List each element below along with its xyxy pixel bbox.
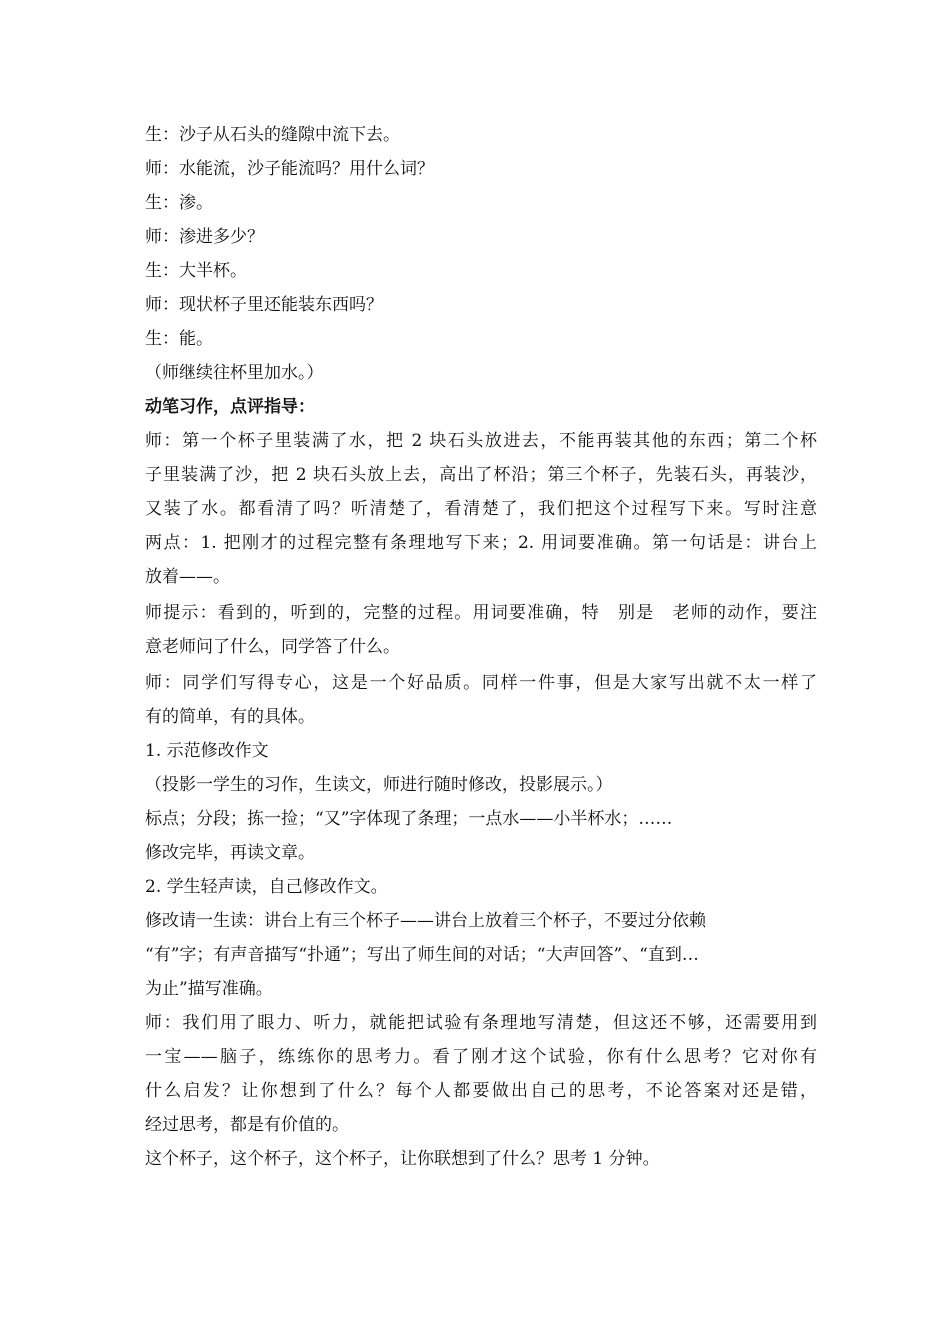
text-line: 修改请一生读：讲台上有三个杯子——讲台上放着三个杯子，不要过分依赖 (145, 911, 706, 931)
text-line: 生：沙子从石头的缝隙中流下去。 (145, 125, 400, 145)
text-line: 一宝——脑子，练练你的思考力。看了刚才这个试验，你有什么思考？它对你有 (145, 1047, 817, 1067)
text-line: “有”字；有声音描写“扑通”；写出了师生间的对话；“大声回答”、“直到… (145, 945, 699, 965)
text-line: 这个杯子，这个杯子，这个杯子，让你联想到了什么？思考 1 分钟。 (145, 1149, 660, 1169)
section-heading: 动笔习作，点评指导： (145, 397, 315, 417)
text-line: 师：现状杯子里还能装东西吗？ (145, 295, 383, 315)
text-line: 子里装满了沙，把 2 块石头放上去，高出了杯沿；第三个杯子，先装石头，再装沙， (145, 465, 817, 485)
text-line: （师继续往杯里加水。） (145, 363, 324, 383)
text-line: 经过思考，都是有价值的。 (145, 1115, 349, 1135)
text-line: 师：渗进多少？ (145, 227, 264, 247)
document-page (145, 118, 817, 1176)
text-line: 师：我们用了眼力、听力，就能把试验有条理地写清楚，但这还不够，还需要用到 (145, 1013, 817, 1033)
text-line: 师：水能流，沙子能流吗？用什么词？ (145, 159, 434, 179)
text-line: 修改完毕，再读文章。 (145, 843, 315, 863)
numbered-item: 1. 示范修改作文 (145, 741, 269, 761)
text-line: 生：能。 (145, 329, 213, 349)
text-line: 师：同学们写得专心，这是一个好品质。同样一件事，但是大家写出就不太一样了 (145, 673, 817, 693)
text-line: 生：渗。 (145, 193, 213, 213)
text-line: 放着——。 (145, 567, 230, 587)
text-line: 又装了水。都看清了吗？听清楚了，看清楚了，我们把这个过程写下来。写时注意 (145, 499, 817, 519)
text-line: 标点；分段；拣一捡；“又”字体现了条理；一点水——小半杯水；…… (145, 809, 673, 829)
text-line: （投影一学生的习作，生读文，师进行随时修改，投影展示。） (145, 775, 613, 795)
text-line: 有的简单，有的具体。 (145, 707, 315, 727)
text-line: 意老师问了什么，同学答了什么。 (145, 637, 400, 657)
text-line: 为止”描写准确。 (145, 979, 273, 999)
numbered-item: 2. 学生轻声读，自己修改作文。 (145, 877, 388, 897)
text-line: 师：第一个杯子里装满了水，把 2 块石头放进去，不能再装其他的东西；第二个杯 (145, 431, 817, 451)
text-line: 什么启发？让你想到了什么？每个人都要做出自己的思考，不论答案对还是错， (145, 1081, 817, 1101)
text-line: 两点：1. 把刚才的过程完整有条理地写下来；2. 用词要准确。第一句话是：讲台上 (145, 533, 817, 553)
text-line: 生：大半杯。 (145, 261, 247, 281)
text-line: 师提示：看到的，听到的，完整的过程。用词要准确，特 别是 老师的动作，要注 (145, 603, 817, 623)
